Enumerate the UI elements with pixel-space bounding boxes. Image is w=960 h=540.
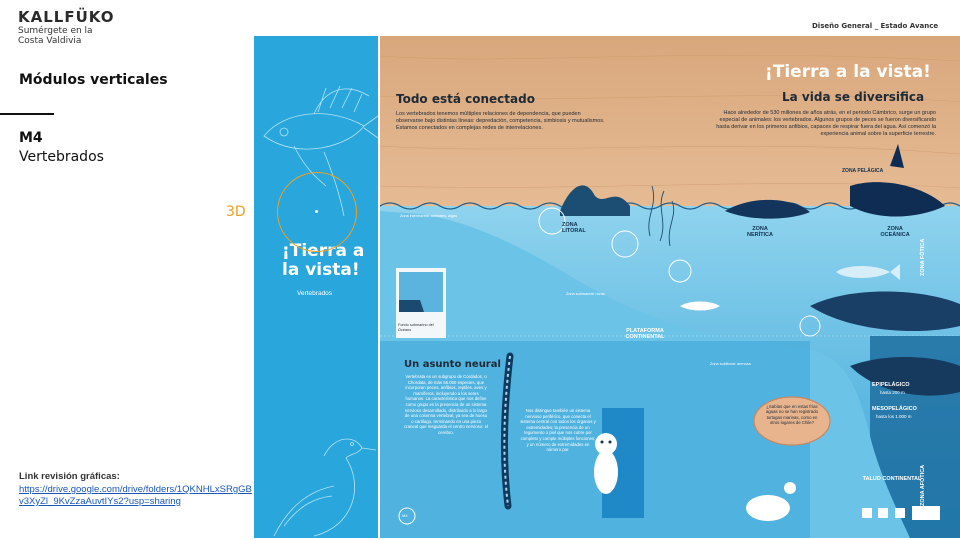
zone-neritica: ZONA NERÍTICA — [747, 226, 773, 238]
label-submareal: Zona submareal: rocas — [566, 292, 605, 296]
left-heading: Todo está conectado — [396, 92, 535, 106]
zone-fotica: ZONA FÓTICA — [920, 238, 926, 276]
3d-marker-circle — [277, 172, 357, 252]
inset-label: Fondo submarino del Océano — [398, 323, 434, 332]
banner-illustration — [254, 36, 378, 538]
right-heading: La vida se diversifica — [782, 90, 925, 104]
zone-oceanica: ZONA OCEÁNICA — [880, 226, 910, 238]
neural-heading: Un asunto neural — [404, 359, 501, 370]
marker-dot — [315, 210, 318, 213]
zone-litoral: ZONA LITORAL — [562, 222, 586, 234]
zone-afotica: ZONA AFÓTICA — [920, 464, 926, 506]
zone-epipelagico-depth: hasta 200 m — [880, 390, 905, 395]
zone-plataforma: PLATAFORMA CONTINENTAL — [625, 328, 665, 340]
module-name: Vertebrados — [19, 149, 104, 165]
zone-talud: TALUD CONTINENTAL — [862, 476, 922, 482]
neural-body: Vertebrata es un subgrupo de Cordados, o Chordata, de más 55.000 especies, que incorporan peces, anfibios, reptiles, aves y mamíferos, incluyendo a los seres humanos. La característica que nos define como grupo es la presencia de un sistema nervioso desarrollado, distribuido a lo largo de una columna vertebral, ya sea de hueso o cartílago, terminando en una pieza craneal que resguarda el centro nervioso: el cerebro. — [404, 374, 488, 435]
label-intertidal: Zona intermareal: animales, algas — [400, 214, 458, 218]
right-body: Hace alrededor de 530 millones de años atrás, en el periodo Cámbrico, surge un grupo especial de animales: los vertebrados. Algunos grupos de peces se fueron diversificando hasta derivar en los primeros anfibios, capaces de respirar fuera del agua. Así comenzó la experiencia animal sobre la superficie terrestre. — [716, 110, 936, 137]
label-3d: 3D — [226, 204, 246, 220]
module-code: M4 — [19, 130, 43, 146]
zone-mesopelagico-depth: hasta los 1.000 m — [876, 414, 912, 419]
banner-title: ¡Tierra a la vista! — [282, 241, 365, 280]
question-bubble: ¿Sabías que en estas frías aguas no se han registrado tortugas marinas, como en otros lugares de Chile? — [765, 404, 819, 426]
status-text: Diseño General _ Estado Avance — [812, 22, 939, 30]
poster-preview — [380, 36, 960, 538]
divider — [0, 113, 54, 115]
vertical-banner — [254, 36, 378, 538]
banner-subtitle: Vertebrados — [297, 290, 333, 297]
logo-subtitle: Sumérgete en la Costa Valdivia — [18, 26, 93, 46]
zone-pelagica: ZONA PELÁGICA — [842, 168, 884, 174]
section-title: Módulos verticales — [19, 72, 168, 88]
left-body: Los vertebrados tenemos múltiples relaciones de dependencia, que pueden observarse bajo distintas líneas: depredación, competencia, simbiosis y mutualismos. Estamos conectados en complejas redes de interrelaciones. — [396, 111, 605, 131]
link-label: Link revisión gráficas: — [19, 471, 120, 482]
logo-title: KALLFÜKO — [18, 8, 115, 26]
drive-link[interactable]: https://drive.google.com/drive/folders/1QKNHLxSRgGBv3XyZl_9KvZzaAuvtIYs2?usp=sharing — [19, 484, 252, 507]
label-sublitoral: Zona sublitoral: arenosa — [710, 362, 751, 366]
zone-epipelagico: EPIPELÁGICO — [872, 382, 910, 388]
second-body: Nos distingue también un sistema nervioso periférico, que conecta el sistema central con todos los órganos y extremidades; la presencia de un tegumento o piel que nos cubre por completo y cumple múltiples funciones; y un número de extremidades en número par. — [520, 408, 596, 453]
poster-main-title: ¡Tierra a la vista! — [765, 62, 931, 82]
module-badge: M4 — [402, 513, 408, 518]
zone-mesopelagico: MESOPELÁGICO — [872, 406, 917, 412]
